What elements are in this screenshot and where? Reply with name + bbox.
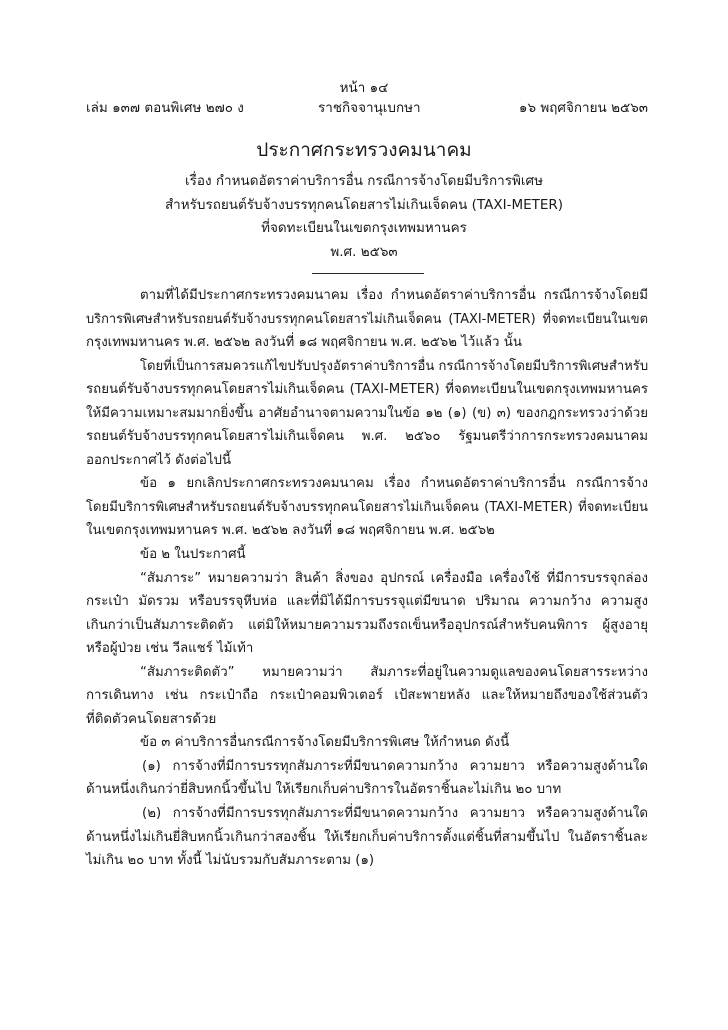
body-paragraph (86, 284, 648, 355)
gazette-header (86, 96, 648, 118)
paragraph-line: บริการพิเศษสำหรับรถยนต์รับจ้างบรรทุกคนโดยสารไม่เกินเจ็ดคน (TAXI-METER) ที่จดทะเบียนในเขต (86, 311, 648, 327)
subject-line: ที่จดทะเบียนในเขตกรุงเทพมหานคร (261, 220, 467, 236)
paragraph-line: ข้อ ๓ ค่าบริการอื่นกรณีการจ้างโดยมีบริการพิเศษ ให้กำหนด ดังนี้ (140, 735, 510, 751)
paragraph-line: ด้านหนึ่งไม่เกินยี่สิบหกนิ้วเกินกว่าสองชิ้น ให้เรียกเก็บค่าบริการตั้งแต่ชิ้นที่สามขึ้นไป ในอัตราชิ้นละ (86, 829, 648, 845)
paragraph-line: รถยนต์รับจ้างบรรทุกคนโดยสารไม่เกินเจ็ดคน (TAXI-METER) ที่จดทะเบียนในเขตกรุงเทพมหานคร (86, 382, 648, 398)
subject-line: เรื่อง กำหนดอัตราค่าบริการอื่น กรณีการจ้างโดยมีบริการพิเศษ (185, 173, 543, 189)
body-paragraph (86, 661, 648, 732)
paragraph-line: ข้อ ๒ ในประกาศนี้ (140, 547, 246, 563)
paragraph-line: ด้านหนึ่งเกินกว่ายี่สิบหกนิ้วขึ้นไป ให้เรียกเก็บค่าบริการในอัตราชิ้นละไม่เกิน ๒๐ บาท (86, 782, 562, 798)
paragraph-line: ให้มีความเหมาะสมมากยิ่งขึ้น อาศัยอำนาจตามความในข้อ ๑๒ (๑) (ข) ๓) ของกฎกระทรวงว่าด้วย (86, 405, 648, 421)
paragraph-line: กระเป๋า มัดรวม หรือบรรจุหีบห่อ และที่มิได้มีการบรรจุแต่มีขนาด ปริมาณ ความกว้าง ความสูง (86, 594, 648, 610)
body-paragraph (86, 755, 648, 802)
body-paragraph (86, 472, 648, 543)
body-paragraph (86, 802, 648, 873)
body-paragraph (86, 731, 648, 755)
paragraph-line: ไม่เกิน ๒๐ บาท ทั้งนี้ ไม่นับรวมกับสัมภาระตาม (๑) (86, 853, 375, 869)
announcement-heading (0, 136, 728, 264)
paragraph-line: ในเขตกรุงเทพมหานคร พ.ศ. ๒๕๖๒ ลงวันที่ ๑๘ พฤศจิกายน พ.ศ. ๒๕๖๒ (86, 523, 495, 539)
paragraph-line: โดยมีบริการพิเศษสำหรับรถยนต์รับจ้างบรรทุกคนโดยสารไม่เกินเจ็ดคน (TAXI-METER) ที่จดทะเบียน (86, 499, 648, 515)
paragraph-line: รถยนต์รับจ้างบรรทุกคนโดยสารไม่เกินเจ็ดคน พ.ศ. ๒๕๖๐ รัฐมนตรีว่าการกระทรวงคมนาคม (86, 429, 648, 445)
paragraph-line: การเดินทาง เช่น กระเป๋าถือ กระเป๋าคอมพิวเตอร์ เป้สะพายหลัง และให้หมายถึงของใช้ส่วนตัว (86, 688, 648, 704)
paragraph-line: ออกประกาศไว้ ดังต่อไปนี้ (86, 452, 232, 468)
subject-year: พ.ศ. ๒๕๖๓ (330, 243, 398, 260)
announcement-body (86, 284, 648, 873)
paragraph-line: กรุงเทพมหานคร พ.ศ. ๒๕๖๒ ลงวันที่ ๑๘ พฤศจิกายน พ.ศ. ๒๕๖๒ ไว้แล้ว นั้น (86, 335, 522, 351)
paragraph-line: หรือผู้ป่วย เช่น วีลแชร์ ไม้เท้า (86, 641, 254, 657)
subject-line: สำหรับรถยนต์รับจ้างบรรทุกคนโดยสารไม่เกินเจ็ดคน (TAXI-METER) (164, 196, 564, 213)
paragraph-line: (๒) การจ้างที่มีการบรรทุกสัมภาระที่มีขนาดความกว้าง ความยาว หรือความสูงด้านใด (142, 806, 648, 822)
page-number: หน้า ๑๔ (339, 80, 389, 96)
paragraph-line: ข้อ ๑ ยกเลิกประกาศกระทรวงคมนาคม เรื่อง กำหนดอัตราค่าบริการอื่น กรณีการจ้าง (140, 476, 648, 492)
gazette-name: ราชกิจจานุเบกษา (318, 100, 421, 116)
volume-info: เล่ม ๑๓๗ ตอนพิเศษ ๒๗๐ ง (86, 100, 244, 116)
paragraph-line: ตามที่ได้มีประกาศกระทรวงคมนาคม เรื่อง กำหนดอัตราค่าบริการอื่น กรณีการจ้างโดยมี (140, 288, 648, 303)
body-paragraph (86, 543, 648, 567)
body-paragraph (86, 567, 648, 661)
paragraph-line: ที่ติดตัวคนโดยสารด้วย (86, 711, 217, 727)
announcement-title: ประกาศกระทรวงคมนาคม (256, 139, 472, 161)
title-divider (312, 273, 424, 274)
body-paragraph (86, 355, 648, 473)
publication-date: ๑๖ พฤศจิกายน ๒๕๖๓ (518, 100, 648, 116)
paragraph-line: “สัมภาระติดตัว” หมายความว่า สัมภาระที่อยู่ในความดูแลของคนโดยสารระหว่าง (140, 664, 648, 680)
paragraph-line: “สัมภาระ” หมายความว่า สินค้า สิ่งของ อุปกรณ์ เครื่องมือ เครื่องใช้ ที่มีการบรรจุกล่อง (140, 570, 648, 586)
paragraph-line: โดยที่เป็นการสมควรแก้ไขปรับปรุงอัตราค่าบริการอื่น กรณีการจ้างโดยมีบริการพิเศษสำหรับ (140, 358, 649, 374)
paragraph-line: เกินกว่าเป็นสัมภาระติดตัว แต่มิให้หมายความรวมถึงรถเข็นหรืออุปกรณ์สำหรับคนพิการ ผู้สูงอายุ (86, 617, 648, 633)
paragraph-line: (๑) การจ้างที่มีการบรรทุกสัมภาระที่มีขนาดความกว้าง ความยาว หรือความสูงด้านใด (142, 758, 648, 774)
